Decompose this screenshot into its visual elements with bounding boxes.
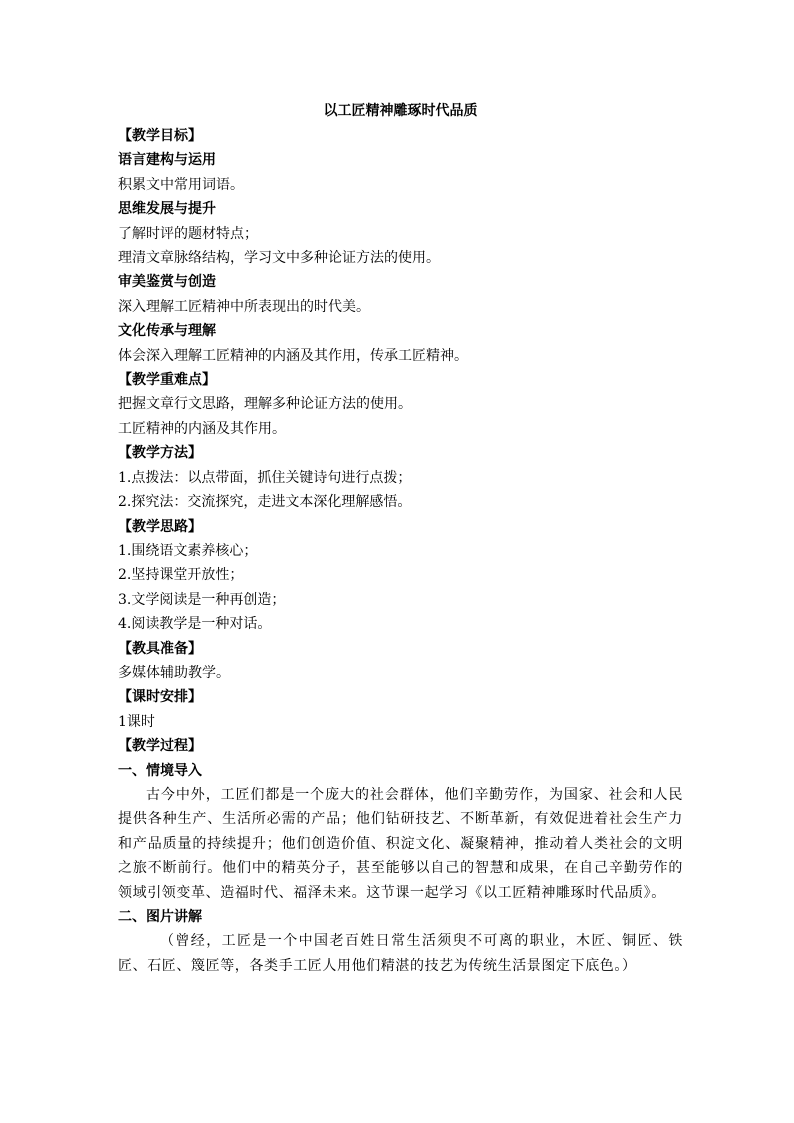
text-line: 1课时 (118, 713, 155, 730)
document-title: 以工匠精神雕琢时代品质 (323, 103, 478, 119)
subheading-aesthetics: 审美鉴赏与创造 (118, 274, 216, 291)
heading-schedule: 【课时安排】 (118, 689, 202, 706)
text-line: 多媒体辅助教学。 (118, 664, 230, 681)
document-page (118, 98, 683, 978)
text-line: 把握文章行文思路，理解多种论证方法的使用。 (118, 396, 412, 413)
text-line: 理清文章脉络结构，学习文中多种论证方法的使用。 (118, 250, 440, 267)
heading-key-points: 【教学重难点】 (118, 372, 216, 389)
heading-materials: 【教具准备】 (118, 640, 202, 657)
list-item: 4.阅读教学是一种对话。 (118, 616, 272, 633)
list-item: 2.坚持课堂开放性； (118, 567, 244, 584)
heading-teaching-goals: 【教学目标】 (118, 128, 202, 144)
text-line: 积累文中常用词语。 (118, 176, 244, 193)
section2-paragraph: （曾经，工匠是一个中国老百姓日常生活须臾不可离的职业，木匠、铜匠、铁匠、石匠、篾匠等，各类手工匠人用他们精湛的技艺为传统生活景图定下底色。） (118, 933, 683, 974)
text-line: 了解时评的题材特点； (118, 225, 258, 242)
list-item: 1.围绕语文素养核心； (118, 542, 258, 559)
list-item: 2.探究法：交流探究，走进文本深化理解感悟。 (118, 494, 412, 511)
list-item: 1.点拨法：以点带面，抓住关键诗句进行点拨； (118, 469, 412, 486)
section-heading-intro: 一、情境导入 (118, 762, 202, 779)
heading-process: 【教学过程】 (118, 738, 202, 755)
text-line: 工匠精神的内涵及其作用。 (118, 420, 286, 437)
heading-methods: 【教学方法】 (118, 445, 202, 462)
lines-block (118, 124, 683, 783)
subheading-thinking: 思维发展与提升 (118, 201, 216, 218)
subheading-language: 语言建构与运用 (118, 152, 216, 169)
text-line: 深入理解工匠精神中所表现出的时代美。 (118, 298, 370, 315)
text-line: 体会深入理解工匠精神的内涵及其作用，传承工匠精神。 (118, 347, 468, 364)
section-heading-pictures: 二、图片讲解 (118, 909, 202, 925)
intro-paragraph: 古今中外，工匠们都是一个庞大的社会群体，他们辛勤劳作，为国家、社会和人民提供各种生产、生活所必需的产品；他们钻研技艺、不断革新，有效促进着社会生产力和产品质量的持续提升；他们创造价值、积淀文化、凝聚精神，推动着人类社会的文明之旅不断前行。他们中的精英分子，甚至能够以自己的智慧和成果，在自己辛勤劳作的领域引领变革、造福时代、福泽未来。这节课一起学习《以工匠精神雕琢时代品质》。 (118, 786, 683, 901)
heading-approach: 【教学思路】 (118, 518, 202, 535)
subheading-culture: 文化传承与理解 (118, 323, 216, 340)
list-item: 3.文学阅读是一种再创造； (118, 591, 286, 608)
